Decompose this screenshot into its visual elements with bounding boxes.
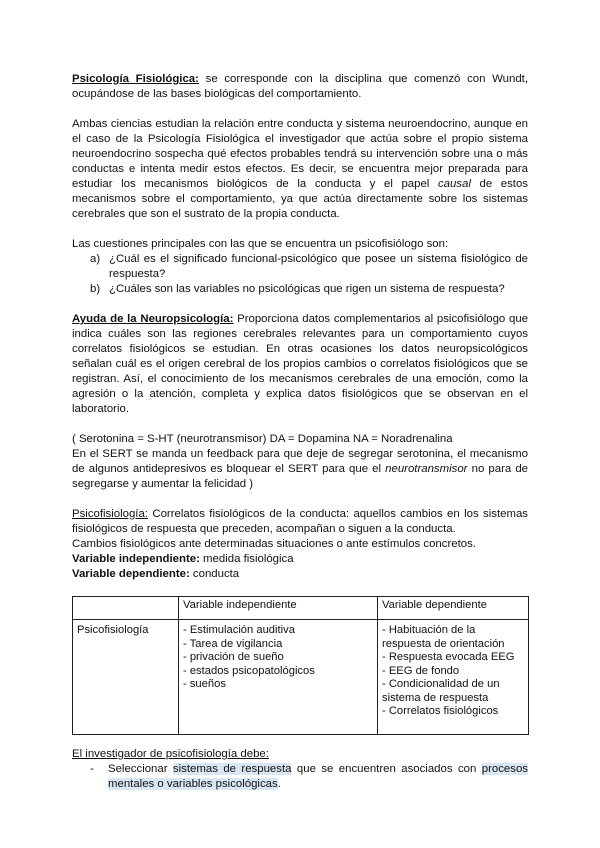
cuestiones-intro: Las cuestiones principales con las que se encuentra un psicofisiólogo son: (72, 238, 449, 250)
serotonina-line: ( Serotonina = S-HT (neurotransmisor) DA = Dopamina NA = Noradrenalina (72, 433, 453, 445)
ambas-ciencias-text-end: de estos mecanismos sobre el comportamiento, ya que actúa directamente sobre los sistemas cerebrales que son el sustrato de la propia conducta. (72, 178, 528, 220)
investigador-text: Seleccionar (108, 763, 173, 775)
investigador-list (72, 762, 528, 792)
list-item (72, 762, 528, 792)
document-content (72, 72, 528, 792)
cambios-line: Cambios fisiológicos ante determinadas situaciones o ante estímulos concretos. (72, 538, 476, 550)
list-marker: a) (90, 253, 101, 265)
table-row-label: Psicofisiología (73, 620, 179, 735)
table-list-item: - Correlatos fisiológicos (382, 705, 499, 717)
paragraph-neuropsicologia (72, 312, 528, 417)
paragraph-sert (72, 447, 528, 492)
table-list-item: - Habituación de la respuesta de orientación (382, 624, 505, 650)
table-list-item: - sueños (183, 678, 226, 690)
dependent-cell (378, 620, 529, 735)
variables-table (72, 596, 529, 735)
highlighted-text: procesos mentales o variables psicológicas (108, 763, 528, 790)
highlighted-text: sistemas de respuesta (172, 763, 292, 775)
variable-independiente-line (72, 552, 528, 567)
table-header-cell (73, 597, 179, 620)
neuropsicologia-text: Proporciona datos complementarios al psicofisiólogo que indica cuáles son las regiones cerebrales relevantes para un comportamiento cuyos correlatos fisiológicos se estudian. En otras ocasiones los datos neuropsicológicos señalan cuál es el origen cerebral de los propios cambios o correlatos fisiológicos que se registran. Así, el conocimiento de los mecanismos cerebrales de una emoción, como la agresión o la atención, completa y explica datos fisiológicos que se observan en el laboratorio. (72, 313, 528, 415)
independent-cell (179, 620, 378, 735)
vd-label: Variable dependiente: (72, 568, 190, 580)
cuestion-text: ¿Cuáles son las variables no psicológicas que rigen un sistema de respuesta? (109, 283, 505, 295)
list-marker: b) (90, 283, 101, 295)
table-header-cell: Variable dependiente (378, 597, 529, 620)
table-list-item: - estados psicopatológicos (183, 664, 315, 677)
vd-value: conducta (189, 568, 240, 580)
paragraph-psicologia-fisiologica (72, 72, 528, 102)
vi-label: Variable independiente: (72, 553, 200, 565)
ambas-ciencias-text: Ambas ciencias estudian la relación entre conducta y sistema neuroendocrino, aunque en el caso de la Psicología Fisiológica el investigador que actúa sobre el propio sistema neuroendocrino sospecha qué efectos probables tendrá su intervención sobre una o más conductas e intenta medir estos efectos. Es decir, se encuentra mejor preparada para estudiar los mecanismos biológicos de la conducta y el papel (72, 118, 528, 190)
table-list-item: - EEG de fondo (382, 664, 460, 677)
table-header-row (73, 597, 529, 620)
paragraph-ambas-ciencias (72, 117, 528, 222)
table-list-item: - privación de sueño (183, 651, 284, 663)
cuestiones-list (72, 252, 528, 297)
vi-value: medida fisiológica (199, 553, 294, 565)
table-list-item: - Tarea de vigilancia (183, 637, 283, 650)
sert-text-end: no para de segregarse y aumentar la felicidad ) (72, 463, 529, 490)
investigador-text: que se encuentren asociados con (291, 763, 482, 775)
table-list-item: - Condicionalidad de un sistema de respuesta (382, 678, 500, 704)
variable-dependiente-line (72, 567, 528, 582)
paragraph-psicofisiologia (72, 507, 528, 537)
table-header-cell: Variable independiente (179, 597, 378, 620)
list-marker: - (90, 763, 94, 775)
psicofisiologia-text: Correlatos fisiológicos de la conducta: aquellos cambios en los sistemas fisiológicos de respuesta que preceden, acompañan o siguen a la conducta. (72, 508, 528, 535)
cuestion-item (72, 282, 528, 297)
psicologia-fisiologica-text: se corresponde con la disciplina que comenzó con Wundt, ocupándose de las bases biológicas del comportamiento. (72, 73, 528, 100)
causal-italic: causal (437, 178, 471, 190)
heading-neuropsicologia: Ayuda de la Neuropsicología: (72, 313, 234, 325)
investigador-text: . (277, 778, 281, 790)
heading-psicofisiologia: Psicofisiología: (72, 508, 148, 520)
sert-text: En el SERT se manda un feedback para que deje de segregar serotonina, el mecanismo de algunos antidepresivos es bloquear el SERT para que el (72, 448, 528, 475)
table-row (73, 620, 529, 735)
cuestion-item (72, 252, 528, 282)
cuestion-text: ¿Cuál es el significado funcional-psicológico que posee un sistema fisiológico de respuesta? (109, 253, 528, 280)
table-list-item: - Estimulación auditiva (183, 624, 295, 636)
table-list-item: - Respuesta evocada EEG (382, 651, 515, 663)
neurotransmisor-italic: neurotransmisor (385, 463, 468, 475)
investigador-heading: El investigador de psicofisiología debe: (72, 748, 269, 760)
heading-psicologia-fisiologica: Psicología Fisiológica: (72, 73, 199, 85)
